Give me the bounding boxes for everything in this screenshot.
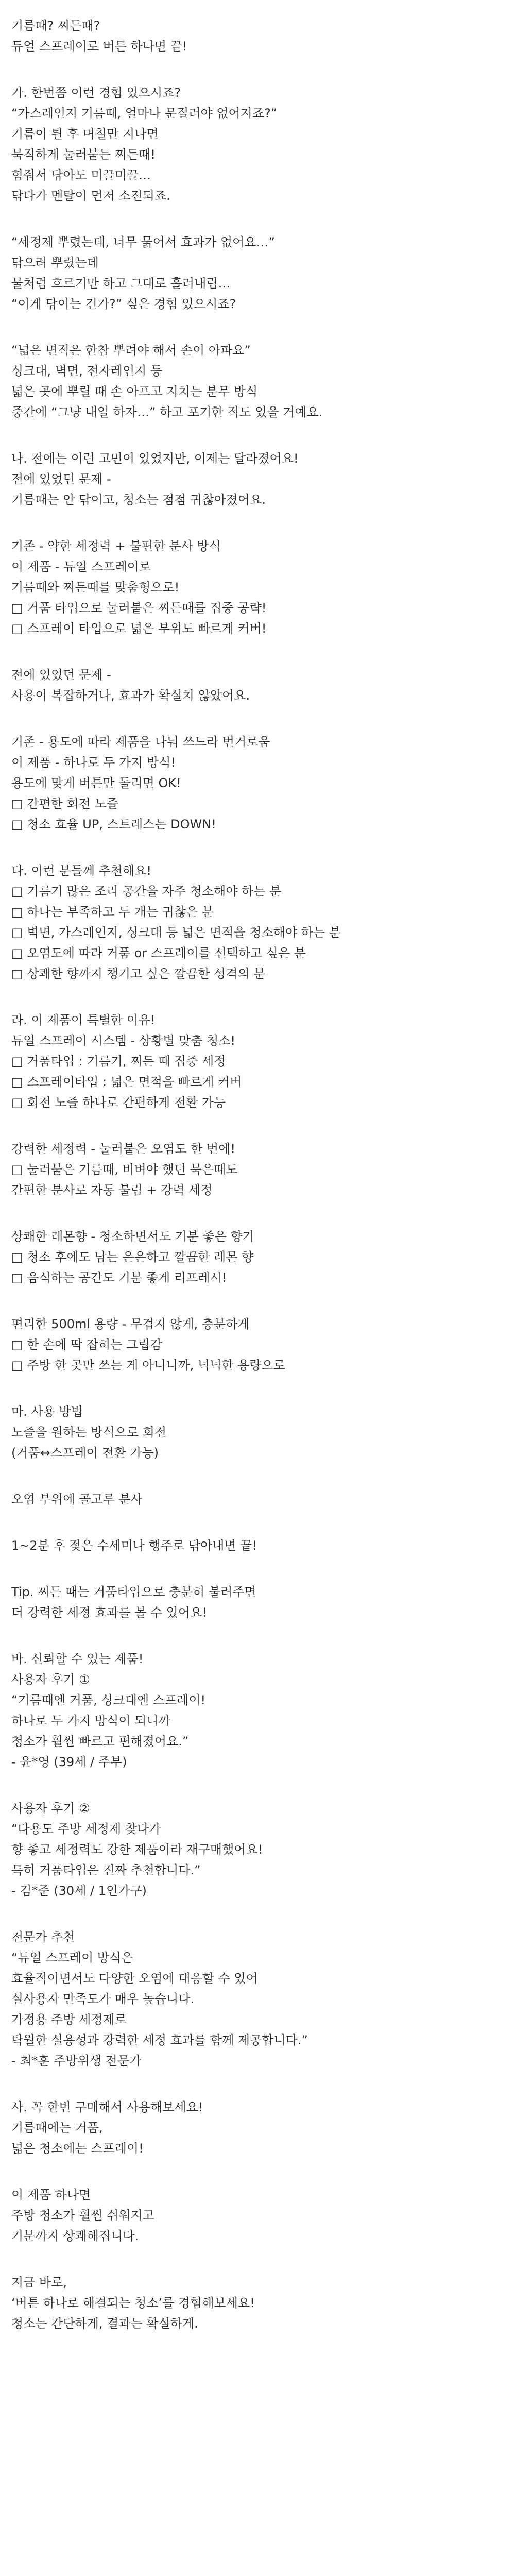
text-line: - 김*준 (30세 / 1인가구) xyxy=(11,1884,147,1898)
text-line: 1~2분 후 젖은 수세미나 행주로 닦아내면 끝! xyxy=(11,1538,257,1553)
text-line: □ 한 손에 딱 잡히는 그립감 xyxy=(11,1337,162,1352)
text-line: □ 상쾌한 향까지 챙기고 싶은 깔끔한 성격의 분 xyxy=(11,967,266,981)
text-line: 탁월한 실용성과 강력한 세정 효과를 함께 제공합니다.” xyxy=(11,2033,308,2047)
text-line: □ 음식하는 공간도 기분 좋게 리프레시! xyxy=(11,1270,227,1285)
text-line: ‘버튼 하나로 해결되는 청소’를 경험해보세요! xyxy=(11,2296,255,2310)
text-block xyxy=(11,1226,504,1288)
text-line: □ 청소 효율 UP, 스트레스는 DOWN! xyxy=(11,817,216,832)
text-line: 기름때와 찌든때를 맞춤형으로! xyxy=(11,580,180,595)
text-line: 묵직하게 눌러붙는 찌든때! xyxy=(11,147,156,162)
text-line: - 최*훈 주방위생 전문가 xyxy=(11,2054,142,2068)
text-line: 특히 거품타입은 진짜 추천합니다.” xyxy=(11,1863,201,1877)
text-block xyxy=(11,15,504,57)
text-block xyxy=(11,2184,504,2246)
text-line: 넓은 청소에는 스프레이! xyxy=(11,2141,144,2156)
text-line: 사용자 후기 ② xyxy=(11,1801,90,1816)
text-line: □ 회전 노즐 하나로 간편하게 전환 가능 xyxy=(11,1095,226,1110)
text-block xyxy=(11,1582,504,1623)
text-block xyxy=(11,232,504,314)
text-line: 다. 이런 분들께 추천해요! xyxy=(11,863,151,878)
text-line: 기름때에는 거품, xyxy=(11,2121,103,2135)
text-line: 청소는 간단하게, 결과는 확실하게. xyxy=(11,2316,198,2331)
text-block xyxy=(11,448,504,510)
text-line: 노즐을 원하는 방식으로 회전 xyxy=(11,1425,167,1439)
text-line: 듀얼 스프레이 시스템 - 상황별 맞춤 청소! xyxy=(11,1033,235,1048)
text-block xyxy=(11,2272,504,2334)
text-line: 중간에 “그냥 내일 하자…” 하고 포기한 적도 있을 거예요. xyxy=(11,405,323,419)
text-line: 강력한 세정력 - 눌러붙은 오염도 한 번에! xyxy=(11,1142,235,1156)
text-line: 닦으려 뿌렸는데 xyxy=(11,256,99,270)
text-line: 이 제품 - 듀얼 스프레이로 xyxy=(11,560,151,574)
text-line: 간편한 분사로 자동 불림 + 강력 세정 xyxy=(11,1183,213,1197)
text-line: 기름때는 안 닦이고, 청소는 점점 귀찮아졌어요. xyxy=(11,493,266,507)
text-block xyxy=(11,536,504,639)
text-line: 라. 이 제품이 특별한 이유! xyxy=(11,1013,156,1027)
text-line: 전에 있었던 문제 - xyxy=(11,472,111,486)
text-line: 물처럼 흐르기만 하고 그대로 흘러내림… xyxy=(11,276,231,291)
text-line: 상쾌한 레몬향 - 청소하면서도 기분 좋은 향기 xyxy=(11,1229,254,1244)
text-line: 사. 꼭 한번 구매해서 사용해보세요! xyxy=(11,2100,203,2114)
text-line: Tip. 찌든 때는 거품타입으로 충분히 불려주면 xyxy=(11,1585,256,1599)
text-block xyxy=(11,1314,504,1376)
text-line: 지금 바로, xyxy=(11,2275,67,2290)
text-line: 기름이 튄 후 며칠만 지나면 xyxy=(11,127,159,141)
text-line: □ 스프레이 타입으로 넓은 부위도 빠르게 커버! xyxy=(11,621,267,636)
text-line: 닦다가 멘탈이 먼저 소진되죠. xyxy=(11,189,170,203)
text-block xyxy=(11,1489,504,1510)
text-line: “듀얼 스프레이 방식은 xyxy=(11,1951,133,1965)
text-line: 나. 전에는 이런 고민이 있었지만, 이제는 달라졌어요! xyxy=(11,451,299,466)
text-line: □ 간편한 회전 노즐 xyxy=(11,796,118,811)
text-line: □ 주방 한 곳만 쓰는 게 아니니까, 넉넉한 용량으로 xyxy=(11,1358,285,1372)
text-line: “세정제 뿌렸는데, 너무 묽어서 효과가 없어요…” xyxy=(11,235,275,249)
text-line: 용도에 맞게 버튼만 돌리면 OK! xyxy=(11,776,181,790)
text-line: 사용이 복잡하거나, 효과가 확실치 않았어요. xyxy=(11,688,250,703)
text-line: 바. 신뢰할 수 있는 제품! xyxy=(11,1652,144,1666)
text-block xyxy=(11,1401,504,1463)
text-line: 이 제품 하나면 xyxy=(11,2188,91,2202)
text-line: 싱크대, 벽면, 전자레인지 등 xyxy=(11,364,163,378)
text-block xyxy=(11,665,504,706)
text-block xyxy=(11,1010,504,1113)
text-line: (거품↔스프레이 전환 가능) xyxy=(11,1446,159,1460)
text-line: “넓은 면적은 한참 뿌려야 해서 손이 아파요” xyxy=(11,343,251,358)
text-block xyxy=(11,1927,504,2071)
text-line: □ 기름기 많은 조리 공간을 자주 청소해야 하는 분 xyxy=(11,884,282,899)
text-line: 힘줘서 닦아도 미끌미끌… xyxy=(11,168,151,182)
text-line: □ 거품 타입으로 눌러붙은 찌든때를 집중 공략! xyxy=(11,601,267,615)
text-block xyxy=(11,1535,504,1556)
text-line: 사용자 후기 ① xyxy=(11,1672,90,1687)
text-line: 전문가 추천 xyxy=(11,1930,75,1944)
text-line: 편리한 500ml 용량 - 무겁지 않게, 충분하게 xyxy=(11,1317,250,1331)
text-line: 기분까지 상쾌해집니다. xyxy=(11,2229,139,2243)
text-line: □ 거품타입 : 기름기, 찌든 때 집중 세정 xyxy=(11,1054,226,1069)
text-line: 가정용 주방 세정제로 xyxy=(11,2012,127,2027)
text-line: □ 벽면, 가스레인지, 싱크대 등 넓은 면적을 청소해야 하는 분 xyxy=(11,925,341,940)
text-line: “이게 닦이는 건가?” 싶은 경험 있으시죠? xyxy=(11,297,236,311)
text-line: 기름때? 찌든때? xyxy=(11,19,100,33)
text-line: □ 청소 후에도 남는 은은하고 깔끔한 레몬 향 xyxy=(11,1250,254,1264)
text-line: 청소가 훨씬 빠르고 편해졌어요.” xyxy=(11,1734,189,1749)
text-line: “가스레인지 기름때, 얼마나 문질러야 없어지죠?” xyxy=(11,106,278,121)
text-line: 하나로 두 가지 방식이 되니까 xyxy=(11,1714,170,1728)
text-line: 듀얼 스프레이로 버튼 하나면 끝! xyxy=(11,39,187,54)
text-block xyxy=(11,2097,504,2159)
text-block xyxy=(11,1139,504,1200)
text-block xyxy=(11,732,504,835)
text-line: 향 좋고 세정력도 강한 제품이라 재구매했어요! xyxy=(11,1842,263,1857)
text-line: 실사용자 만족도가 매우 높습니다. xyxy=(11,1992,195,2006)
text-block xyxy=(11,82,504,206)
text-line: “다용도 주방 세정제 찾다가 xyxy=(11,1822,161,1836)
text-block xyxy=(11,1649,504,1772)
text-block xyxy=(11,1798,504,1901)
text-line: 마. 사용 방법 xyxy=(11,1404,83,1419)
text-block xyxy=(11,860,504,984)
text-block xyxy=(11,340,504,422)
text-line: □ 오염도에 따라 거품 or 스프레이를 선택하고 싶은 분 xyxy=(11,946,306,960)
text-line: 효율적이면서도 다양한 오염에 대응할 수 있어 xyxy=(11,1971,258,1986)
text-line: - 윤*영 (39세 / 주부) xyxy=(11,1755,127,1769)
text-line: 전에 있었던 문제 - xyxy=(11,668,111,682)
text-line: 주방 청소가 훨씬 쉬워지고 xyxy=(11,2208,154,2223)
text-line: 가. 한번쯤 이런 경험 있으시죠? xyxy=(11,86,181,100)
text-line: 기존 - 용도에 따라 제품을 나눠 쓰느라 번거로움 xyxy=(11,735,270,749)
text-line: 이 제품 - 하나로 두 가지 방식! xyxy=(11,755,176,770)
text-line: 넓은 곳에 뿌릴 때 손 아프고 지치는 분무 방식 xyxy=(11,384,258,399)
text-line: 오염 부위에 골고루 분사 xyxy=(11,1492,143,1506)
text-line: 더 강력한 세정 효과를 볼 수 있어요! xyxy=(11,1605,207,1620)
text-line: “기름때엔 거품, 싱크대엔 스프레이! xyxy=(11,1693,206,1707)
text-line: □ 눌러붙은 기름때, 비벼야 했던 묵은때도 xyxy=(11,1162,238,1177)
text-line: □ 스프레이타입 : 넓은 면적을 빠르게 커버 xyxy=(11,1075,242,1089)
text-line: 기존 - 약한 세정력 + 불편한 분사 방식 xyxy=(11,539,221,553)
text-line: □ 하나는 부족하고 두 개는 귀찮은 분 xyxy=(11,905,214,919)
